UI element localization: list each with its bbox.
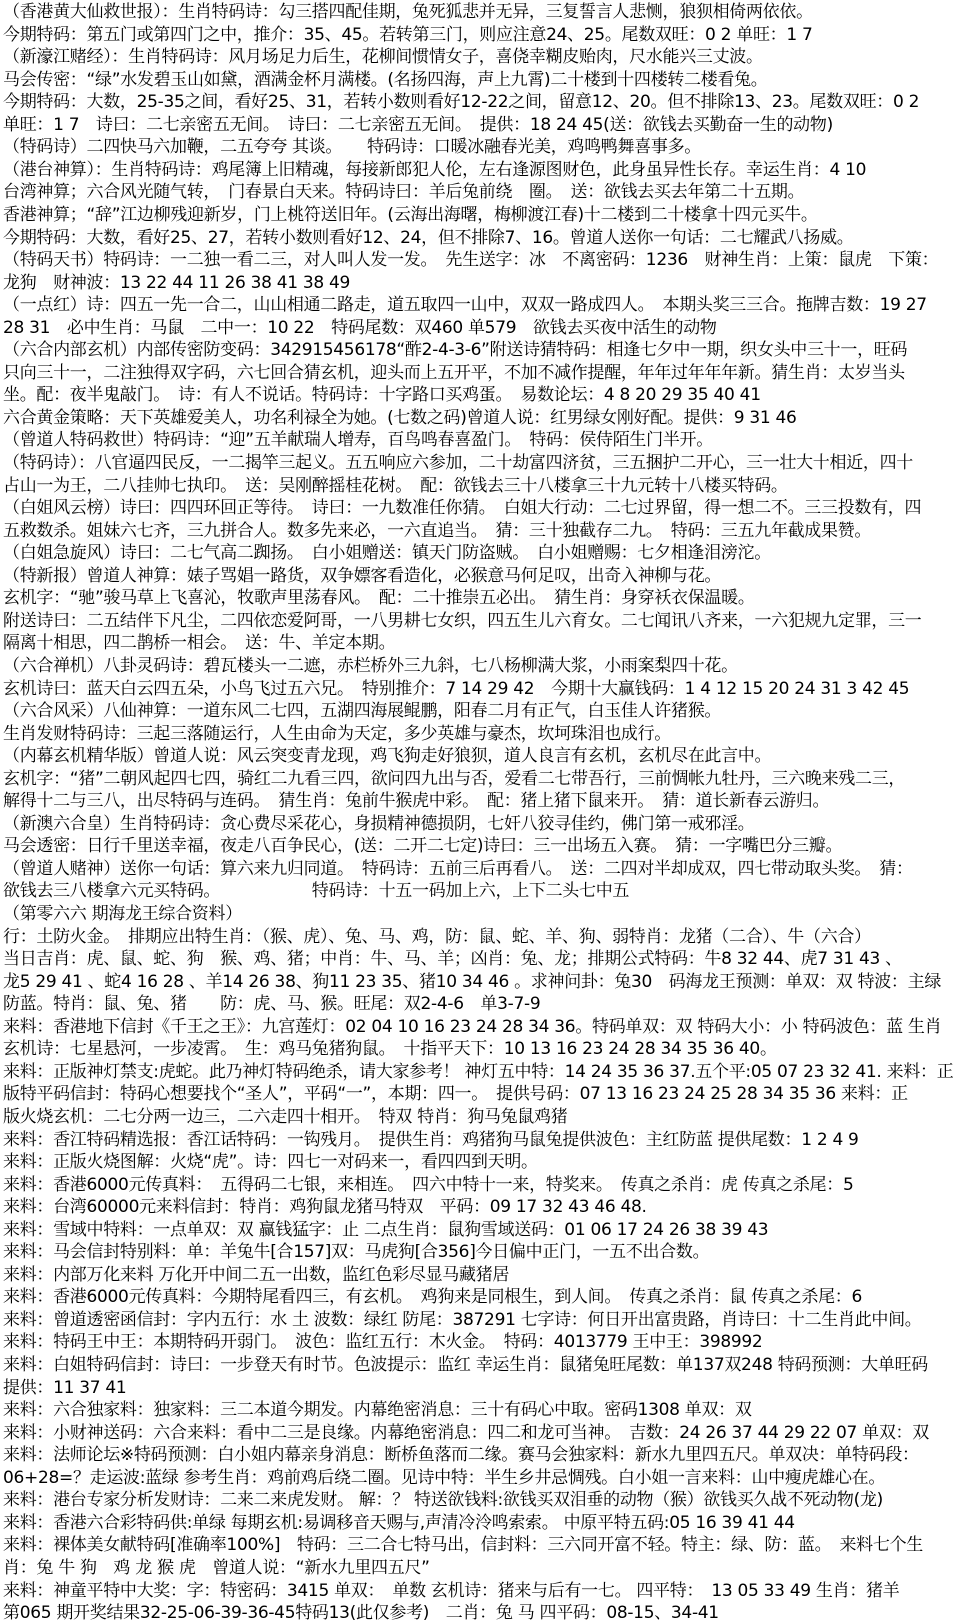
text-line: 附送诗曰：二五结伴下凡尘，二四依恋爱阿哥，一八男耕七女织，四五生儿六育女。二七闻讯八齐来，一六犯规九定罪，三一 — [3, 610, 922, 631]
text-line: 香港神算；“辞”江边柳残迎新岁，门上桃符送旧年。(云海出海曙，梅柳渡江春)十二楼到二十楼拿十四元买牛。 — [3, 204, 818, 225]
text-line: 来料：正版火烧图解：火烧“虎”。诗：四七一对码来一，看四四到天明。 — [3, 1152, 538, 1173]
text-line: （白姐风云榜）诗曰：四四环回正等待。 诗曰：一九数准任你猜。 白姐大行动：二七过界留，得一想二不。三三投数有，四 — [3, 498, 922, 519]
text-line: 28 31 必中生肖：马鼠 二中一：10 22 特码尾数：双460 单579 欲钱去买夜中活生的动物 — [3, 317, 717, 338]
text-line: 坐。配：夜半鬼敲门。 诗：有人不说话。特码诗：十字路口买鸡蛋。 易数论坛：4 8 20 29 35 40 41 — [3, 385, 761, 406]
text-line: （六合禅机）八卦灵码诗：碧瓦楼头一二遮，赤栏桥外三九斜，七八杨柳满大浆，小雨案梨四十花。 — [3, 655, 738, 676]
text-line: （新濠江赌经）：生肖特码诗：风月场足力后生，花柳间惯情女子，喜侥幸糊皮贻肉，尺水能兴三丈波。 — [3, 47, 763, 68]
text-line: （特新报）曾道人神算：婊子骂娼一路货，双争嫖客看造化，必猴意马何足叹，出奇入神柳与花。 — [3, 565, 722, 586]
text-line: 版火烧玄机：二七分两一边三，二六走四十相开。 特双 特肖：狗马兔鼠鸡猪 — [3, 1106, 568, 1127]
text-line: 单旺：1 7 诗曰：二七亲密五无间。 诗曰：二七亲密五无间。 提供：18 24 45(送：欲钱去买勤奋一生的动物) — [3, 114, 833, 135]
text-line: （新澳六合皇）生肖特码诗：贪心费尽采花心，身损精神德损阴，七奸八狡寻佳约，佛门第一戒邪淫。 — [3, 813, 755, 834]
text-line: 来料：台湾60000元来料信封：特肖：鸡狗鼠龙猪马特双 平码：09 17 32 43 46 48. — [3, 1197, 647, 1218]
text-line: 防蓝。特肖：鼠、兔、猪 防：虎、马、猴。旺尾：双2-4-6 单3-7-9 — [3, 994, 541, 1015]
text-line: （一点红）诗：四五一先一合二，山山相通二路走，道五取四一山中，双双一路成四人。 本期头奖三三合。拖牌吉数：19 27 — [3, 295, 927, 316]
text-line: （港台神算）：生肖特码诗：鸡尾簿上旧精魂，每接新郎犯人伦，左右逢源图财色，此身虽异性长存。幸运生肖：4 10 — [3, 159, 867, 180]
text-line: 来料：雪域中特料：一点单双：双 赢钱猛字：止 二点生肖：鼠狗雪域送码：01 06 17 24 26 38 39 43 — [3, 1219, 769, 1240]
text-line: 玄机诗：七星悬河，一步凌霄。 生：鸡马兔猪狗鼠。 十指平天下：10 13 16 23 24 28 34 35 36 40。 — [3, 1039, 777, 1060]
text-line: （香港黄大仙救世报）：生肖特码诗：勾三搭四配佳期，兔死狐悲并无异，三复誓言人悲恻，狼狈相倚两依依。 — [3, 2, 813, 22]
text-line: 今期特码：大数，看好25、27，若转小数则看好12、24，但不排除7、16。曾道人送你一句话：二七耀武八扬威。 — [3, 227, 854, 248]
text-line: 来料：小财神送码：六合来料：看中二三是良缘。内幕绝密消息：四二和龙可当神。 吉数：24 26 37 44 29 22 07 单双：双 — [3, 1422, 929, 1443]
text-line: 龙5 29 41 、蛇4 16 28 、羊14 26 38、狗11 23 35、猪10 34 46 。求神问卦：兔30 码海龙王预测：单双：双 特波：主绿 — [3, 971, 942, 992]
text-line: 台湾神算；六合风光随气转， 门春景白天来。特码诗曰：羊后兔前绕 圈。 送：欲钱去买去年第二十五期。 — [3, 182, 805, 203]
text-line: 第065 期开奖结果32-25-06-39-36-45特码13(此仅参考) 二肖：兔 马 四平码：08-15、34-41 — [3, 1603, 719, 1624]
text-line: 来料：法师论坛※特码预测：白小姐内幕亲身消息：断桥鱼落而二缘。赛马会独家料：新水九里四五尺。单双决：单特码段： — [3, 1445, 919, 1466]
text-line: （白姐急旋风）诗曰：二七气高二踟扬。 白小姐赠送：镇天门防盗贼。 白小姐赠赐：七夕相逢泪滂沱。 — [3, 543, 771, 564]
text-line: 当日吉肖：虎、鼠、蛇、狗 猴、鸡、猪；中肖：牛、马、羊；凶肖：兔、龙；排期公式特码：牛8 32 44、虎7 31 43 、 — [3, 949, 902, 970]
text-line: 今期特码：大数，25-35之间，看好25、31，若转小数则看好12-22之间，留意12、20。但不排除13、23。尾数双旺：0 2 — [3, 92, 920, 113]
text-line: 今期特码：第五门或第四门之中，推介：35、45。若转第三门，则应注意24、25。尾数双旺：0 2 单旺：1 7 — [3, 24, 813, 45]
text-line: （特码天书）特码诗：一二独一看二三，对人叫人发一发。 先生送字：冰 不离密码：1236 财神生肖：上策：鼠虎 下策： — [3, 250, 939, 271]
text-line: 五救数杀。姐妹六七齐，三九拼合人。数多先来必，一六直追当。 猜：三十独截存二九。 特码：三五九年截成果赞。 — [3, 520, 872, 541]
text-line: 来料：曾道透密函信封：字内五行：水 土 波数：绿红 防尾：387291 七字诗：何日开出富贵路，肖诗曰：十二生肖此中间。 — [3, 1309, 922, 1330]
text-line: 玄机诗曰：蓝天白云四五朵，小鸟飞过五六兄。 特别推介：7 14 29 42 今期十大赢钱码：1 4 12 15 20 24 31 3 42 45 — [3, 678, 910, 699]
text-line: 06+28=？走运波:蓝绿 参考生肖：鸡前鸡后绕二圈。见诗中特：半生乡井忌惆残。白小姐一言来料：山中瘦虎雄心在。 — [3, 1467, 886, 1488]
text-line: 来料：正版神灯禁支:虎蛇。此乃神灯特码绝杀，请大家参考！ 神灯五中特：14 24 35 36 37.五个平:05 07 23 32 41. 来料：正 — [3, 1061, 954, 1082]
text-line: （曾道人特码救世）特码诗：“迎”五羊献瑞人增寿，百鸟鸣春喜盈门。 特码：侯侍陌生门半开。 — [3, 430, 713, 451]
text-line: （六合风采）八仙神算：一道东风二七四，五湖四海展鲲鹏，阳春二月有正气，白玉佳人许猪猴。 — [3, 701, 722, 722]
text-line: 隔离十相思，四二鹊桥一相会。 送：牛、羊定本期。 — [3, 633, 396, 654]
text-line: 解得十二与三八，出尽特码与连码。 猜生肖：兔前牛猴虎中彩。 配：猪上猪下鼠来开。 猜：道长新春云游归。 — [3, 791, 830, 812]
text-line: 肖：兔 牛 狗 鸡 龙 猴 虎 曾道人说：“新水九里四五尺” — [3, 1557, 430, 1578]
text-line: 版特平码信封：特码心想要找个“圣人”，平码“一”，本期：四一。 提供号码：07 13 16 23 24 25 28 34 35 36 来料：正 — [3, 1084, 908, 1105]
text-line: 只向三十一，二注独得双字码，六七回合猜玄机，迎头而上五开平，不加不减作提醒，年年过年年年新。猜生肖：太岁当头 — [3, 362, 905, 383]
text-line: （特码诗）二四快马六加鞭，二五夸夸 其谈。 特码诗：口暖冰融春光美，鸡鸣鸭舞喜事多。 — [3, 137, 702, 158]
text-line: 马会透密：日行千里送幸福，夜走八百争民心，(送：二开二七定)诗曰：三一出场五入赛。 猜：一字嘴巴分三瓣。 — [3, 836, 843, 857]
text-line: 来料：马会信封特别料：单：羊兔牛[合157]双：马虎狗[合356]今日偏中正门，一五不出合数。 — [3, 1242, 710, 1263]
text-line: （曾道人赌神）送你一句话：算六来九归同道。 特码诗：五前三后再看八。 送：二四对半却成双，四七带动取头奖。 猜： — [3, 858, 913, 879]
text-line: （第零六六 期海龙王综合资料） — [3, 904, 242, 924]
text-line: 占山一为王，二八挂帅七执印。 送：吴刚醉摇桂花树。 配：欲钱去三十八楼拿三十九元转十八楼买特码。 — [3, 475, 788, 496]
text-line: 来料：香港6000元传真料：今期特尾看四三，有玄机。 鸡狗来是同根生，到人间。 传真之杀肖：鼠 传真之杀尾：6 — [3, 1287, 862, 1308]
text-line: 行：土防火金。 排期应出特生肖：（猴、虎）、兔、马、鸡，防：鼠、蛇、羊、狗、弱特肖：龙猪（二合）、牛（六合） — [3, 926, 871, 947]
text-line: 生肖发财特码诗：三起三落随运行，人生由命为天定，多少英雄与豪杰，坎坷珠泪也成行。 — [3, 723, 671, 744]
text-line: 来料：白姐特码信封：诗曰：一步登天有时节。色波提示：监红 幸运生肖：鼠猪兔旺尾数：单137双248 特码预测：大单旺码 — [3, 1355, 929, 1375]
text-line: 来料：香江特码精选报：香江话特码：一钩残月。 提供生肖：鸡猪狗马鼠兔提供波色：主红防蓝 提供尾数：1 2 4 9 — [3, 1129, 859, 1150]
text-line: 来料：港台专家分析发财诗：二来二来虎发财。 解：？ 特送欲钱料:欲钱买双泪垂的动物（猴）欲钱买久战不死动物(龙) — [3, 1490, 883, 1511]
text-line: 欲钱去三八楼拿六元买特码。 特码诗：十五一码加上六，上下二头七中五 — [3, 881, 630, 902]
text-line: 龙狗 财神波：13 22 44 11 26 38 41 38 49 — [3, 272, 351, 293]
text-line: 提供：11 37 41 — [3, 1377, 127, 1398]
text-line: 来料：香港6000元传真料： 五得码二七银，来相连。 四六中特十一来，特奖来。 传真之杀肖：虎 传真之杀尾：5 — [3, 1174, 854, 1195]
text-line: （特码诗）：八官逼四民反，一二揭竿三起义。五五响应六参加，二十劫富四济贫，三五捆护二开心，三一壮大十相近，四十 — [3, 453, 913, 473]
text-line: 来料：特码王中王：本期特码开弱门。 波色：监红五行：木火金。 特码：4013779 王中王：398992 — [3, 1332, 763, 1353]
text-line: （内幕玄机精华版）曾道人说：风云突变青龙现，鸡飞狗走好狼狈，道人良言有玄机，玄机尽在此言中。 — [3, 746, 772, 767]
text-line: 玄机字：“猪”二朝风起四七四，骑红二九看三四，欲问四九出与否，爱看二七带吾行，三前惆帐九牡丹，三六晚来残二三， — [3, 768, 906, 789]
text-line: （六合内部玄机）内部传密防变码：342915456178“酢2-4-3-6”附送诗猜特码：相逢七夕中一期，织女头中三十一，旺码 — [3, 340, 908, 361]
text-line: 来料：六合独家料：独家料：三二本道今期发。内幕绝密消息：三十有码心中取。密码1308 单双：双 — [3, 1400, 752, 1421]
text-line: 来料：香港六合彩特码供:单绿 每期玄机:易调移音天赐与,声清冷泠鸣索索。 中原平特五码:05 16 39 41 44 — [3, 1512, 795, 1533]
text-line: 马会传密：“绿”水发碧玉山如黛，酒满金杯月满楼。(名扬四海，声上九霄)二十楼到十四楼转二楼看兔。 — [3, 69, 768, 90]
text-line: 来料：香港地下信封《千王之王》：九宫莲灯：02 04 10 16 23 24 28 34 36。特码单双：双 特码大小：小 特码波色：蓝 生肖 — [3, 1016, 942, 1037]
text-line: 来料：神童平特中大奖：字：特密码：3415 单双： 单数 玄机诗：猪来与后有一七。 四平特： 13 05 33 49 生肖：猪羊 — [3, 1580, 900, 1601]
text-line: 六合黄金策略：天下英雄爱美人，功名利禄全为她。(七数之码)曾道人说：红男绿女刚好配。提供：9 31 46 — [3, 407, 797, 428]
text-line: 玄机字：“驰”骏马草上飞喜沁，牧歌声里荡春风。 配：二十推崇五必出。 猜生肖：身穿袄衣保温暖。 — [3, 588, 755, 609]
text-line: 来料：裸体美女献特码[准确率100%] 特码：三二合七特马出，信封料：三六同开富不轻。特主：绿、防：蓝。 来料七个生 — [3, 1535, 923, 1556]
text-line: 来料：内部万化来料 万化开中间二五一出数，监红色彩尽显马藏猪居 — [3, 1264, 510, 1285]
